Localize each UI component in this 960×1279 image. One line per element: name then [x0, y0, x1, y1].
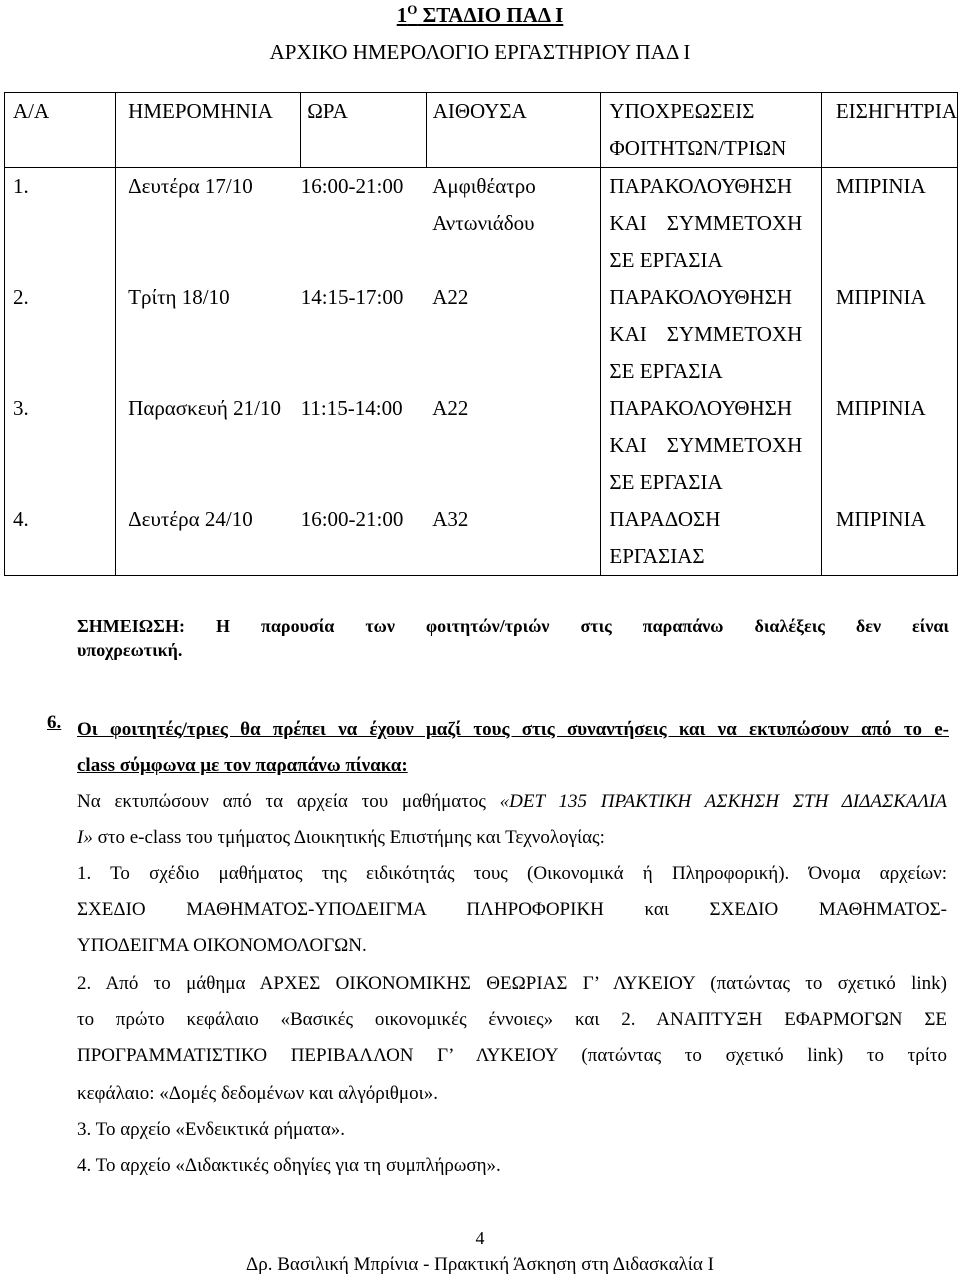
row-date: Παρασκευή 21/10: [116, 390, 301, 501]
row-time: 14:15-17:00: [300, 285, 404, 309]
row-time: 16:00-21:00: [301, 168, 427, 280]
row-teacher: ΜΠΡΙΝΙΑ: [821, 279, 957, 390]
row-number: 2.: [5, 279, 116, 390]
row-time: 16:00-21:00: [301, 501, 427, 576]
row-number: 3.: [5, 390, 116, 501]
header-cell: ΩΡΑ: [301, 93, 427, 168]
list-item: ΥΠΟΔΕΙΓΜΑ ΟΙΚΟΝΟΜΟΛΟΓΩΝ.: [77, 935, 367, 956]
header-cell: Α/Α: [5, 93, 116, 168]
table-row: [5, 501, 958, 576]
page-footer: Δρ. Βασιλική Μπρίνια - Πρακτική Άσκηση στη Διδασκαλία Ι: [246, 1254, 714, 1275]
list-item: ΣΧΕΔΙΟ ΜΑΘΗΜΑΤΟΣ-ΥΠΟΔΕΙΓΜΑ ΠΛΗΡΟΦΟΡΙΚΗ και ΣΧΕΔΙΟ ΜΑΘΗΜΑΤΟΣ-: [77, 899, 947, 920]
header-cell: ΗΜΕΡΟΜΗΝΙΑ: [116, 93, 301, 168]
row-time: 11:15-14:00: [300, 396, 403, 420]
row-duty: ΠΑΡΑΔΟΣΗ ΕΡΓΑΣΙΑΣ: [601, 501, 821, 576]
list-item: 4. Το αρχείο «Διδακτικές οδηγίες για τη συμπλήρωση».: [77, 1155, 501, 1176]
list-item: το πρώτο κεφάλαιο «Βασικές οικονομικές έννοιες» και 2. ΑΝΑΠΤΥΞΗ ΕΦΑΡΜΟΓΩΝ ΣΕ: [77, 1009, 947, 1030]
row-teacher: ΜΠΡΙΝΙΑ: [821, 390, 957, 501]
header-cell: ΕΙΣΗΓΗΤΡΙΑ: [821, 93, 957, 168]
list-item: 3. Το αρχείο «Ενδεικτικά ρήματα».: [77, 1119, 345, 1140]
row-date: Δευτέρα 24/10: [116, 501, 301, 576]
intro-line: Να εκτυπώσουν από τα αρχεία του μαθήματος «DET 135 ΠΡΑΚΤΙΚΗ ΑΣΚΗΣΗ ΣΤΗ ΔΙΔΑΣΚΑΛΙΑ: [77, 791, 947, 812]
row-number: 1.: [5, 168, 116, 280]
list-item: 1. Το σχέδιο μαθήματος της ειδικότητάς τους (Οικονομικά ή Πληροφορική). Όνομα αρχείων:: [77, 863, 947, 884]
header-cell: ΑΙΘΟΥΣΑ: [426, 93, 601, 168]
row-duty: ΠΑΡΑΚΟΛΟΥΘΗΣΗ ΚΑΙ ΣΥΜΜΕΤΟΧΗ ΣΕ ΕΡΓΑΣΙΑ: [601, 390, 821, 501]
row-room: Α22: [426, 390, 601, 501]
document-subtitle: ΑΡΧΙΚΟ ΗΜΕΡΟΛΟΓΙΟ ΕΡΓΑΣΤΗΡΙΟΥ ΠΑΔ Ι: [269, 40, 691, 64]
intro-line: Ι» στο e-class του τμήματος Διοικητικής Επιστήμης και Τεχνολογίας:: [77, 827, 605, 848]
row-room: Α22: [426, 279, 601, 390]
list-item: ΠΡΟΓΡΑΜΜΑΤΙΣΤΙΚΟ ΠΕΡΙΒΑΛΛΟΝ Γ’ ΛΥΚΕΙΟΥ (πατώντας το σχετικό link) το τρίτο: [77, 1045, 947, 1066]
row-room: Αμφιθέατρο Αντωνιάδου: [426, 168, 601, 280]
note-line: ΣΗΜΕΙΩΣΗ: Η παρουσία των φοιτητών/τριών στις παραπάνω διαλέξεις δεν είναι: [77, 616, 949, 636]
table-row: [5, 279, 958, 390]
schedule-table: [4, 92, 958, 576]
section-number: 6.: [47, 712, 62, 733]
table-header-row: [5, 93, 958, 168]
list-item: 2. Από το μάθημα ΑΡΧΕΣ ΟΙΚΟΝΟΜΙΚΗΣ ΘΕΩΡΙΑΣ Γ’ ΛΥΚΕΙΟΥ (πατώντας το σχετικό link): [77, 973, 947, 994]
header-cell: ΥΠΟΧΡΕΩΣΕΙΣ ΦΟΙΤΗΤΩΝ/ΤΡΙΩΝ: [601, 93, 821, 168]
row-duty: ΠΑΡΑΚΟΛΟΥΘΗΣΗ ΚΑΙ ΣΥΜΜΕΤΟΧΗ ΣΕ ΕΡΓΑΣΙΑ: [601, 279, 821, 390]
row-teacher: ΜΠΡΙΝΙΑ: [821, 501, 957, 576]
row-teacher: ΜΠΡΙΝΙΑ: [821, 168, 957, 280]
section-heading: Οι φοιτητές/τριες θα πρέπει να έχουν μαζί τους στις συναντήσεις και να εκτυπώσουν από το e- class σύμφωνα με τον παραπάνω πίνακα:: [77, 719, 949, 776]
row-room: Α32: [426, 501, 601, 576]
note-line: υποχρεωτική.: [77, 640, 183, 660]
document-title: $1^O$ ΣΤΑΔΙΟ ΠΑΔ Ι: [396, 2, 564, 27]
row-date: Τρίτη 18/10: [116, 279, 301, 390]
table-row: [5, 390, 958, 501]
page-number: 4: [475, 1228, 485, 1248]
row-duty: ΠΑΡΑΚΟΛΟΥΘΗΣΗ ΚΑΙ ΣΥΜΜΕΤΟΧΗ ΣΕ ΕΡΓΑΣΙΑ: [601, 168, 821, 280]
row-date: Δευτέρα 17/10: [116, 168, 301, 280]
row-number: 4.: [5, 501, 116, 576]
list-item: κεφάλαιο: «Δομές δεδομένων και αλγόριθμοι».: [77, 1083, 438, 1104]
table-row: [5, 168, 958, 280]
